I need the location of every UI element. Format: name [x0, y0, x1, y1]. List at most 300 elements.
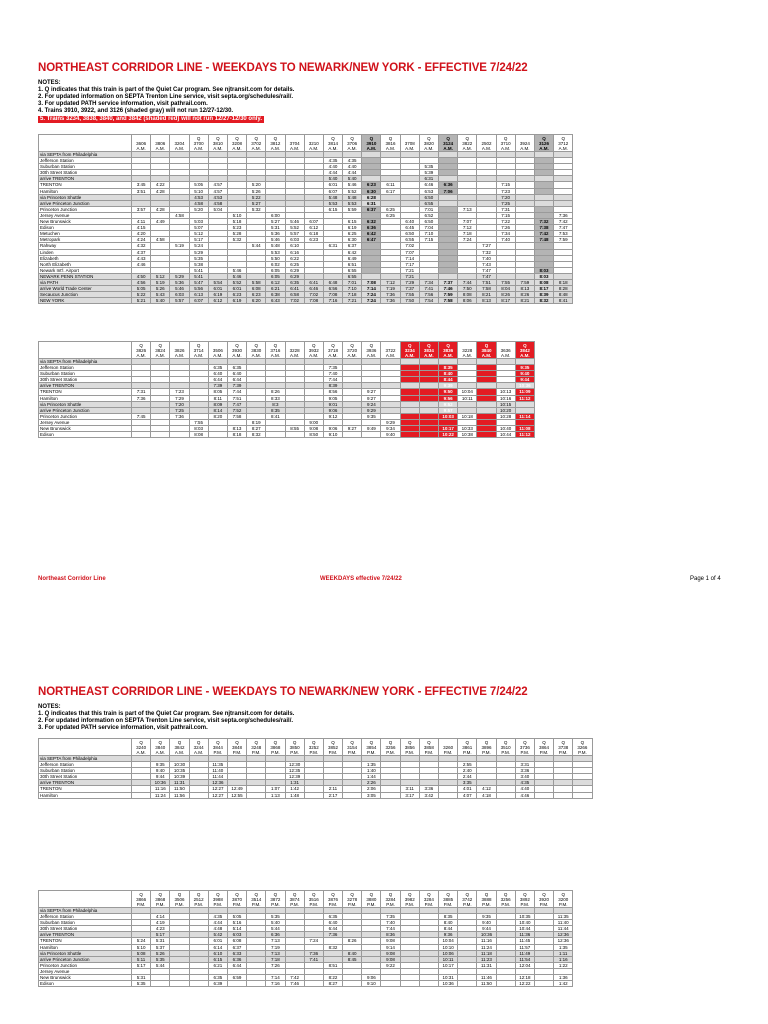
- am-pm: A.M.: [424, 353, 434, 358]
- time-cell: 10:35: [170, 768, 189, 774]
- quiet-car-marker: Q: [292, 892, 297, 897]
- quiet-car-marker: Q: [216, 136, 220, 141]
- time-cell: 3:31: [515, 762, 534, 768]
- time-cell: 1:35: [362, 762, 381, 768]
- time-cell: 11:35: [208, 762, 227, 768]
- time-cell: 7:41: [419, 286, 438, 292]
- train-header: [381, 342, 400, 359]
- am-pm: A.M.: [309, 353, 319, 358]
- station-name: via Princeton Shuttle: [39, 401, 132, 407]
- time-cell: 5:36: [170, 279, 189, 285]
- train-header: [496, 739, 515, 756]
- time-cell: 7:10: [343, 286, 362, 292]
- time-cell: 7:37: [400, 286, 419, 292]
- station-name: Jefferson Station: [39, 762, 132, 768]
- timetable-3: [38, 738, 593, 799]
- time-cell: 10:44: [496, 432, 515, 438]
- time-cell: 7:47: [477, 273, 496, 279]
- train-number: 3812: [270, 141, 281, 146]
- train-header: [439, 739, 458, 756]
- time-cell: 6:51: [343, 261, 362, 267]
- station-name: arrive Princeton Junction: [39, 956, 132, 962]
- time-cell: 7:44: [323, 377, 342, 383]
- station-name: via SEPTA from Philadelphia: [39, 152, 132, 158]
- train-header: [304, 135, 323, 152]
- time-cell: 2:44: [458, 774, 477, 780]
- train-header: [458, 739, 477, 756]
- time-cell: 4:57: [208, 188, 227, 194]
- time-cell: 11:44: [554, 926, 573, 932]
- station-name: 30th Street Station: [39, 926, 132, 932]
- time-cell: 4:15: [132, 225, 151, 231]
- time-cell: 6:07: [323, 188, 342, 194]
- am-pm: A.M.: [558, 146, 568, 151]
- time-cell: 10:31: [439, 975, 458, 981]
- time-cell: 9:40: [381, 432, 400, 438]
- time-cell: [419, 432, 438, 438]
- time-cell: 4:40: [343, 164, 362, 170]
- am-pm: P.M.: [520, 902, 530, 907]
- quiet-car-marker: Q: [350, 136, 354, 141]
- time-cell: [400, 981, 419, 987]
- am-pm: P.M.: [213, 902, 223, 907]
- time-cell: 6:08: [247, 286, 266, 292]
- train-header: [208, 135, 227, 152]
- time-cell: 6:21: [208, 962, 227, 968]
- am-pm: A.M.: [232, 146, 242, 151]
- time-cell: 8:26: [496, 292, 515, 298]
- time-cell: 9:08: [381, 956, 400, 962]
- am-pm: A.M.: [385, 353, 396, 358]
- time-cell: 8:19: [247, 419, 266, 425]
- am-pm: P.M.: [251, 902, 261, 907]
- time-cell: 4:11: [132, 219, 151, 225]
- quiet-car-marker: Q: [484, 892, 489, 897]
- train-header: [227, 891, 246, 908]
- time-cell: 7:54: [419, 298, 438, 304]
- am-pm: A.M.: [520, 353, 530, 358]
- time-cell: 9:05: [323, 395, 342, 401]
- time-cell: 9:49: [362, 426, 381, 432]
- time-cell: [151, 432, 170, 438]
- time-cell: 6:23: [362, 182, 381, 188]
- time-cell: 11:23: [477, 956, 496, 962]
- time-cell: 4:44: [323, 170, 342, 176]
- train-number: 3930: [232, 348, 243, 353]
- header-row: [39, 135, 573, 152]
- time-cell: 6:49: [343, 255, 362, 261]
- note-1: 1. Q indicates that this train is part of the Quiet Car program. See njtransit.com for details.: [38, 87, 295, 93]
- station-name: 30th Street Station: [39, 377, 132, 383]
- time-cell: 9:00: [304, 419, 323, 425]
- time-cell: 8:44: [439, 377, 458, 383]
- quiet-car-marker: Q: [158, 892, 163, 897]
- time-cell: 8:09: [208, 401, 227, 407]
- time-cell: 4:20: [132, 231, 151, 237]
- time-cell: 7:40: [381, 920, 400, 926]
- station-name: Edison: [39, 981, 132, 987]
- time-cell: 6:45: [400, 225, 419, 231]
- time-cell: [189, 981, 208, 987]
- time-cell: 9:06: [323, 426, 342, 432]
- time-cell: 11:08: [515, 426, 534, 432]
- time-cell: 7:18: [266, 956, 285, 962]
- time-cell: [132, 432, 151, 438]
- train-number: 3636: [500, 348, 511, 353]
- time-cell: 1:36: [554, 975, 573, 981]
- train-number: 3702: [251, 141, 262, 146]
- quiet-car-marker: Q: [235, 343, 239, 348]
- train-header: [362, 342, 381, 359]
- time-cell: 6:44: [227, 377, 246, 383]
- time-cell: 6:23: [227, 292, 246, 298]
- time-cell: 5:38: [189, 261, 208, 267]
- time-cell: 10:06: [439, 950, 458, 956]
- time-cell: 7:29: [170, 395, 189, 401]
- am-pm: P.M.: [290, 902, 299, 907]
- time-cell: 8:28: [554, 286, 573, 292]
- time-cell: 7:26: [266, 962, 285, 968]
- time-cell: [285, 432, 304, 438]
- time-cell: 7:12: [381, 279, 400, 285]
- station-name: TRENTON: [39, 182, 132, 188]
- time-cell: 10:17: [439, 962, 458, 968]
- train-header: [189, 342, 208, 359]
- time-cell: 8:26: [343, 938, 362, 944]
- quiet-car-marker: Q: [561, 892, 565, 897]
- am-pm: A.M.: [443, 146, 453, 151]
- time-cell: 7:08: [362, 279, 381, 285]
- quiet-car-marker: Q: [407, 892, 412, 897]
- time-cell: [400, 432, 419, 438]
- time-cell: [534, 981, 553, 987]
- table-row: [39, 432, 535, 438]
- time-cell: 12:27: [208, 786, 227, 792]
- am-pm: A.M.: [289, 146, 300, 151]
- time-cell: 9:50: [439, 389, 458, 395]
- train-header: [323, 135, 342, 152]
- time-cell: 7:44: [458, 279, 477, 285]
- quiet-car-marker: Q: [312, 892, 316, 897]
- train-header: [439, 342, 458, 359]
- time-cell: 5:46: [343, 182, 362, 188]
- time-cell: 10:03: [439, 413, 458, 419]
- time-cell: 6:17: [381, 188, 400, 194]
- time-cell: 9:56: [439, 395, 458, 401]
- notes-heading: NOTES:: [38, 80, 61, 86]
- time-cell: 7:39: [208, 383, 227, 389]
- time-cell: 6:30: [343, 237, 362, 243]
- time-cell: 9:39: [439, 383, 458, 389]
- time-cell: 5:10: [189, 188, 208, 194]
- time-cell: 7:14: [400, 255, 419, 261]
- train-number: 3126: [539, 141, 550, 146]
- train-header: [381, 739, 400, 756]
- station-name: Elizabeth: [39, 255, 132, 261]
- time-cell: 11:16: [151, 786, 170, 792]
- train-header: [458, 342, 477, 359]
- am-pm: A.M.: [213, 353, 223, 358]
- train-header: [400, 135, 419, 152]
- train-number: 3892: [519, 897, 530, 902]
- time-cell: 6:37: [362, 206, 381, 212]
- train-header: [151, 135, 170, 152]
- train-number: 3154: [347, 745, 358, 750]
- time-cell: 8:45: [343, 956, 362, 962]
- time-cell: 5:44: [151, 962, 170, 968]
- train-header: [304, 739, 323, 756]
- time-cell: 5:26: [151, 950, 170, 956]
- time-cell: 11:35: [554, 914, 573, 920]
- train-number: 3284: [385, 897, 396, 902]
- time-cell: 12:22: [515, 981, 534, 987]
- train-header: [132, 891, 151, 908]
- train-number: 3876: [327, 897, 338, 902]
- time-cell: 4:14: [151, 914, 170, 920]
- station-name: NEW YORK: [39, 298, 132, 304]
- time-cell: 11:40: [208, 768, 227, 774]
- station-name: Metropark: [39, 237, 132, 243]
- quiet-car-marker: Q: [331, 343, 335, 348]
- am-pm: A.M.: [424, 146, 434, 151]
- time-cell: 7:08: [323, 292, 342, 298]
- time-cell: 2:26: [362, 780, 381, 786]
- am-pm: P.M.: [501, 750, 510, 755]
- time-cell: 2:40: [458, 768, 477, 774]
- train-header: [247, 135, 266, 152]
- time-cell: 10:16: [496, 395, 515, 401]
- time-cell: 5:37: [151, 944, 170, 950]
- time-cell: 7:25: [170, 407, 189, 413]
- am-pm: A.M.: [136, 750, 146, 755]
- station-name: Linden: [39, 249, 132, 255]
- train-header: [151, 342, 170, 359]
- time-cell: 8:32: [247, 432, 266, 438]
- am-pm: P.M.: [271, 750, 280, 755]
- station-name: Hamilton: [39, 792, 132, 798]
- time-cell: 5:29: [189, 249, 208, 255]
- time-cell: 7:47: [477, 267, 496, 273]
- note-2: 2. For updated information on SEPTA Trenton Line service, visit septa.org/schedules/rail/.: [38, 94, 294, 100]
- time-cell: 7:58: [477, 286, 496, 292]
- time-cell: 7:02: [285, 298, 304, 304]
- am-pm: P.M.: [328, 902, 338, 907]
- time-cell: 9:10: [323, 432, 342, 438]
- time-cell: 7:55: [189, 419, 208, 425]
- am-pm: P.M.: [578, 750, 587, 755]
- time-cell: 4:50: [132, 273, 151, 279]
- am-pm: P.M.: [309, 750, 319, 755]
- station-name: arrive World Trade Center: [39, 286, 132, 292]
- time-cell: 12:04: [515, 962, 534, 968]
- am-pm: P.M.: [367, 750, 376, 755]
- train-header: [285, 342, 304, 359]
- time-cell: 2:06: [362, 786, 381, 792]
- time-cell: 8:41: [266, 413, 285, 419]
- station-name: via SEPTA from Philadelphia: [39, 359, 132, 365]
- train-header: [534, 135, 553, 152]
- train-number: 3228: [462, 348, 473, 353]
- time-cell: 11:36: [515, 932, 534, 938]
- quiet-car-marker: Q: [350, 892, 354, 897]
- time-cell: 3:35: [458, 780, 477, 786]
- time-cell: 9:40: [515, 371, 534, 377]
- time-cell: 7:36: [170, 413, 189, 419]
- am-pm: A.M.: [251, 146, 261, 151]
- time-cell: 11:45: [515, 938, 534, 944]
- train-header: [515, 342, 534, 359]
- am-pm: A.M.: [289, 353, 300, 358]
- time-cell: 5:28: [227, 231, 246, 237]
- time-cell: 9:14: [381, 944, 400, 950]
- train-number: 3708: [404, 141, 415, 146]
- am-pm: P.M.: [232, 750, 242, 755]
- train-number: 3228: [289, 348, 300, 353]
- time-cell: 7:36: [132, 395, 151, 401]
- time-cell: 6:36: [362, 225, 381, 231]
- time-cell: 9:40: [151, 768, 170, 774]
- am-pm: A.M.: [328, 146, 338, 151]
- time-cell: 7:18: [458, 231, 477, 237]
- time-cell: 10:30: [170, 762, 189, 768]
- header-row: [39, 891, 573, 908]
- time-cell: [132, 792, 151, 798]
- train-header: [266, 342, 285, 359]
- time-cell: 9:35: [477, 914, 496, 920]
- time-cell: 5:35: [266, 914, 285, 920]
- train-number: 3814: [327, 141, 338, 146]
- time-cell: 5:05: [227, 914, 246, 920]
- time-cell: 6:25: [381, 206, 400, 212]
- station-name: Metuchen: [39, 231, 132, 237]
- train-number: 3834: [423, 348, 434, 353]
- time-cell: 1:31: [285, 780, 304, 786]
- quiet-car-marker: Q: [158, 740, 163, 745]
- time-cell: 10:18: [458, 413, 477, 419]
- am-pm: A.M.: [443, 353, 453, 358]
- quiet-car-marker: Q: [216, 740, 220, 745]
- time-cell: 5:48: [343, 194, 362, 200]
- train-header: [132, 135, 151, 152]
- time-cell: 8:39: [534, 292, 553, 298]
- am-pm: A.M.: [347, 146, 357, 151]
- quiet-car-marker: Q: [369, 343, 374, 348]
- time-cell: 10:20: [496, 407, 515, 413]
- time-cell: 5:59: [343, 206, 362, 212]
- station-name: Hamilton: [39, 944, 132, 950]
- time-cell: 10:36: [151, 780, 170, 786]
- quiet-car-marker: Q: [235, 740, 239, 745]
- footer-service: WEEKDAYS effective 7/24/22: [320, 576, 402, 582]
- train-header: [362, 739, 381, 756]
- train-header: [381, 891, 400, 908]
- time-cell: 6:32: [362, 219, 381, 225]
- station-name: Jefferson Station: [39, 158, 132, 164]
- time-cell: 6:55: [343, 273, 362, 279]
- train-number: 3932: [308, 348, 319, 353]
- time-cell: 2:17: [323, 792, 342, 798]
- time-cell: 12:36: [554, 938, 573, 944]
- time-cell: 4:44: [208, 920, 227, 926]
- time-cell: 6:28: [362, 194, 381, 200]
- time-cell: 6:40: [227, 371, 246, 377]
- time-cell: 5:10: [227, 212, 246, 218]
- time-cell: [496, 792, 515, 798]
- time-cell: 8:50: [304, 432, 323, 438]
- train-header: [189, 891, 208, 908]
- train-number: 3864: [539, 745, 550, 750]
- time-cell: [343, 792, 362, 798]
- am-pm: P.M.: [271, 902, 280, 907]
- time-cell: 6:41: [285, 286, 304, 292]
- train-number: 3924: [519, 141, 530, 146]
- quiet-car-marker: Q: [503, 136, 508, 141]
- time-cell: 8:55: [285, 426, 304, 432]
- station-name: Princeton Junction: [39, 206, 132, 212]
- time-cell: 11:50: [477, 981, 496, 987]
- time-cell: 9:27: [362, 389, 381, 395]
- time-cell: 5:40: [323, 176, 342, 182]
- time-cell: 6:31: [362, 200, 381, 206]
- time-cell: 4:46: [515, 792, 534, 798]
- time-cell: [247, 792, 266, 798]
- quiet-car-marker: Q: [561, 136, 565, 141]
- time-cell: 4:56: [132, 279, 151, 285]
- time-cell: 6:50: [419, 219, 438, 225]
- time-cell: 7:32: [534, 219, 553, 225]
- train-number: 3854: [366, 745, 377, 750]
- time-cell: 5:26: [247, 188, 266, 194]
- train-number: 3200: [558, 897, 569, 902]
- train-number: 3516: [308, 897, 319, 902]
- time-cell: 5:48: [266, 243, 285, 249]
- train-number: 3842: [519, 348, 530, 353]
- time-cell: 6:59: [227, 975, 246, 981]
- time-cell: 6:46: [304, 286, 323, 292]
- am-pm: P.M.: [424, 750, 434, 755]
- train-number: 3712: [558, 141, 569, 146]
- train-number: 3872: [270, 897, 281, 902]
- am-pm: A.M.: [366, 146, 377, 151]
- am-pm: A.M.: [194, 353, 204, 358]
- am-pm: P.M.: [405, 902, 415, 907]
- time-cell: 11:31: [477, 962, 496, 968]
- train-number: 3806: [155, 141, 166, 146]
- time-cell: 5:53: [343, 200, 362, 206]
- time-cell: 5:18: [227, 219, 246, 225]
- time-cell: 9:10: [362, 981, 381, 987]
- time-cell: 7:50: [400, 298, 419, 304]
- time-cell: 9:24: [362, 401, 381, 407]
- train-number: 3988: [212, 897, 223, 902]
- footer-line-name: Northeast Corridor Line: [38, 576, 106, 582]
- time-cell: 8:17: [534, 286, 553, 292]
- am-pm: P.M.: [482, 902, 491, 907]
- train-number: 3820: [423, 141, 434, 146]
- quiet-car-marker: Q: [235, 892, 239, 897]
- quiet-car-marker: Q: [503, 892, 508, 897]
- station-name: Edison: [39, 225, 132, 231]
- time-cell: 8:35: [266, 407, 285, 413]
- time-cell: 9:52: [439, 401, 458, 407]
- station-name: via SEPTA from Philadelphia: [39, 908, 132, 914]
- time-cell: 11:14: [515, 413, 534, 419]
- time-cell: 6:07: [189, 298, 208, 304]
- time-cell: 7:13: [266, 950, 285, 956]
- time-cell: 1:13: [266, 792, 285, 798]
- time-cell: 7:56: [419, 292, 438, 298]
- train-header: [477, 342, 496, 359]
